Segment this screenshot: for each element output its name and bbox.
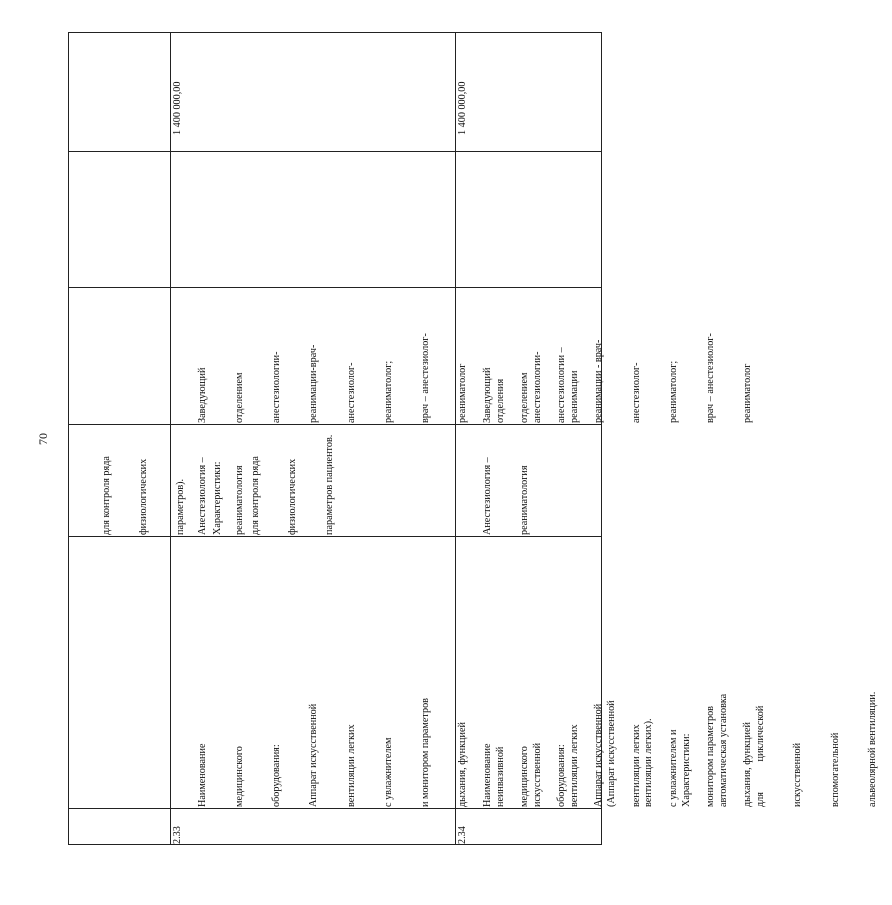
name-line: медицинского xyxy=(234,746,246,807)
name-line: искусственной xyxy=(792,742,804,807)
staff-line: реаниматолог xyxy=(742,363,754,423)
name-line: дыхания, функцией xyxy=(457,722,469,807)
staff-line: врач – анестезиолог- xyxy=(420,333,432,423)
name-line: с увлажнителем и xyxy=(667,729,679,807)
staff-line: реанимации - врач- xyxy=(593,339,605,423)
column-divider xyxy=(68,151,602,152)
page-number: 70 xyxy=(36,433,50,445)
name-line: автоматическая установка xyxy=(717,693,729,807)
row-2-33-department xyxy=(172,457,259,535)
name-line: неинвазивной xyxy=(494,746,506,807)
column-divider xyxy=(68,808,602,809)
department-line: Анестезиология – xyxy=(196,457,208,535)
column-divider xyxy=(68,287,602,288)
staff-line: анестезиологии- xyxy=(271,351,283,423)
name-line: альвеолярной вентиляции. xyxy=(866,691,878,807)
staff-line: анестезиолог- xyxy=(345,362,357,423)
name-line: Характеристики: xyxy=(212,461,224,535)
column-divider xyxy=(68,424,602,425)
row-2-34-price: 1 400 000,00 xyxy=(457,81,468,135)
name-line: Наименование xyxy=(481,743,493,807)
department-line: реаниматология xyxy=(519,465,531,535)
staff-line: Заведующий xyxy=(196,367,208,423)
name-line: физиологических xyxy=(286,458,298,535)
name-line: для контроля ряда xyxy=(100,456,112,535)
name-line: вентиляции легких). xyxy=(643,718,655,807)
staff-line: реаниматолог xyxy=(457,363,469,423)
row-2-33-price: 1 400 000,00 xyxy=(172,81,183,135)
row-2-34-index: 2.34 xyxy=(457,826,468,844)
row-2-34-staff xyxy=(457,333,767,423)
name-line: искусственной xyxy=(531,742,543,807)
staff-line: врач – анестезиолог- xyxy=(705,333,717,423)
staff-line: отделением xyxy=(519,372,531,423)
name-line: для контроля ряда xyxy=(249,456,261,535)
name-line: физиологических xyxy=(138,458,150,535)
name-line: вентиляции легких xyxy=(630,724,642,807)
staff-line: реаниматолог; xyxy=(382,360,394,423)
staff-line: реанимации xyxy=(569,370,580,423)
name-line: для циклической xyxy=(755,705,767,807)
name-line: дыхания, функцией xyxy=(742,722,754,807)
staff-line: отделением xyxy=(234,372,246,423)
staff-line: Заведующий xyxy=(481,367,493,423)
name-line: с увлажнителем xyxy=(382,737,394,807)
name-line: оборудования: xyxy=(271,744,283,807)
name-line: медицинского xyxy=(519,746,531,807)
row-2-34-department xyxy=(457,457,544,535)
name-line: и монитором параметров xyxy=(420,698,432,807)
department-line: реаниматология xyxy=(234,465,246,535)
name-line: (Аппарат искусственной xyxy=(606,700,618,807)
row-2-34-name-cell xyxy=(457,537,767,807)
name-line: параметров). xyxy=(175,478,187,535)
staff-line: анестезиологии- xyxy=(531,351,543,423)
name-line: вспомогательной xyxy=(829,732,841,807)
name-line: Аппарат искусственной xyxy=(308,703,320,807)
staff-line: анестезиолог- xyxy=(630,362,642,423)
row-2-33-index: 2.33 xyxy=(172,826,183,844)
name-line: Характеристики: xyxy=(680,733,692,807)
staff-line: отделения xyxy=(494,378,506,423)
staff-line: анестезиологии – xyxy=(556,347,568,423)
name-line: Аппарат искусственной xyxy=(593,703,605,807)
name-line: монитором параметров xyxy=(705,706,717,807)
name-line: Наименование xyxy=(196,743,208,807)
staff-line: реаниматолог; xyxy=(667,360,679,423)
department-line: Анестезиология – xyxy=(481,457,493,535)
name-line: параметров пациентов. xyxy=(324,434,336,535)
name-line: оборудования: xyxy=(556,744,568,807)
name-line: вентиляции легких xyxy=(345,724,357,807)
name-line: вентиляции легких xyxy=(569,724,580,807)
staff-line: реанимации-врач- xyxy=(308,344,320,423)
